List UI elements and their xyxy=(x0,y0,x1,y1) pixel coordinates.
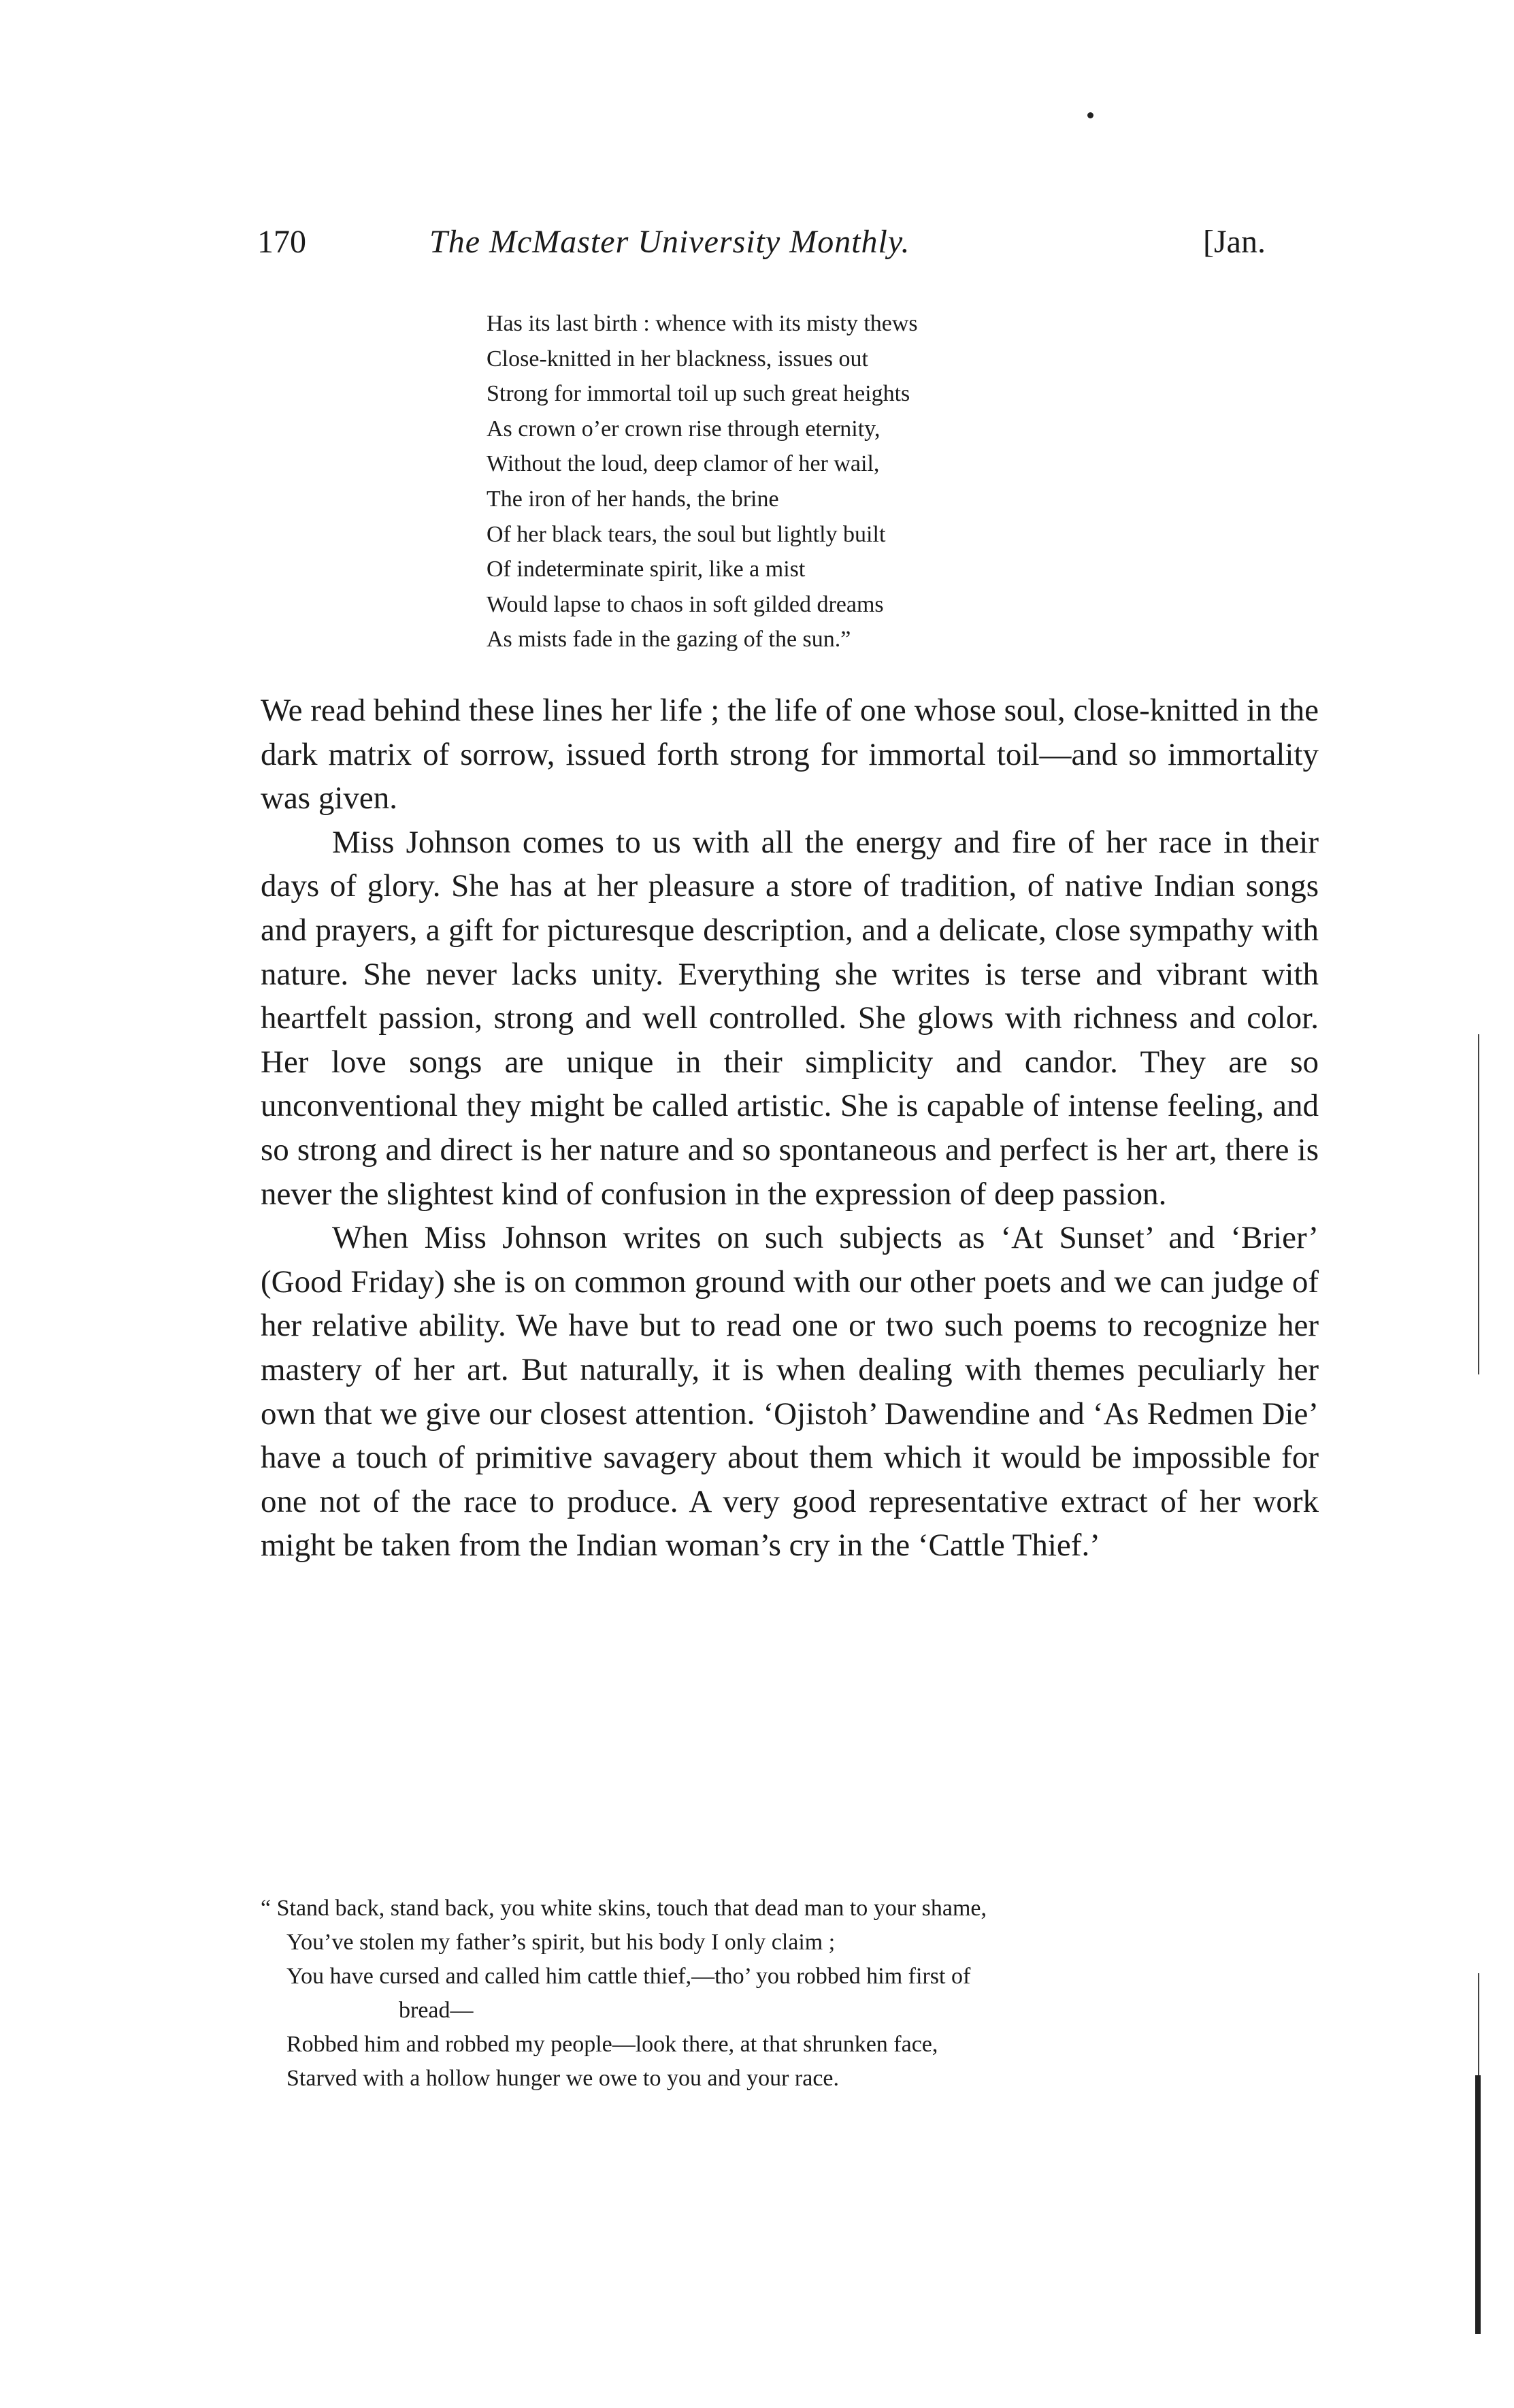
paragraph: We read behind these lines her life ; the life of one whose soul, close-knitted in the dark matrix of sorrow, issued forth strong for immortal toil—and so immortality was given. xyxy=(261,693,1319,817)
issue-month: [Jan. xyxy=(1203,224,1266,260)
poem-line: Strong for immortal toil up such great heights xyxy=(487,381,910,407)
paragraph: Miss Johnson comes to us with all the energy and fire of her race in their days of glory. She has at her pleasure a store of tradition, of native Indian songs and prayers, a gift for picturesque description, and a delicate, close sympathy with nature. She never lacks unity. Everything she writes is terse and vibrant with heartfelt passion, strong and well controlled. She glows with richness and color. Her love songs are unique in their simplicity and candor. They are so unconventional they might be called artistic. She is capable of intense feeling, and so strong and direct is her nature and so spontaneous and perfect is her art, there is never the slightest kind of confusion in the expression of deep passion. xyxy=(261,824,1319,1212)
poem-line: Would lapse to chaos in soft gilded dreams xyxy=(487,591,884,617)
poem-line: You’ve stolen my father’s spirit, but his body I only claim ; xyxy=(286,1930,836,1955)
scan-edge-mark xyxy=(1475,2075,1481,2334)
page-number: 170 xyxy=(257,224,306,260)
poem-line: “ Stand back, stand back, you white skins, touch that dead man to your shame, xyxy=(261,1896,987,1921)
poem-line: You have cursed and called him cattle thief,—tho’ you robbed him first of xyxy=(286,1964,971,1989)
poem-line: Close-knitted in her blackness, issues out xyxy=(487,346,868,372)
paragraph: When Miss Johnson writes on such subjects as ‘At Sunset’ and ‘Brier’ (Good Friday) she is on common ground with our other poets and we can judge of her relative ability. We have but to read one or two such poems to recognize her mastery of her art. But naturally, it is when dealing with themes peculiarly her own that we give our closest attention. ‘Ojistoh’ Dawendine and ‘As Redmen Die’ have a touch of primitive savagery about them which it would be impossible for one not of the race to produce. A very good representative extract of her work might be taken from the Indian woman’s cry in the ‘Cattle Thief.’ xyxy=(261,1220,1319,1564)
poem-line: Without the loud, deep clamor of her wail, xyxy=(487,451,880,477)
poem-line-wrap: bread— xyxy=(399,1998,474,2023)
ink-speck xyxy=(1087,112,1093,118)
poem-line: Robbed him and robbed my people—look there, at that shrunken face, xyxy=(286,2032,938,2057)
poem-line: Of indeterminate spirit, like a mist xyxy=(487,557,806,582)
body-text xyxy=(261,689,1319,1568)
poem-line: The iron of her hands, the brine xyxy=(487,486,779,512)
scan-edge-mark xyxy=(1478,1034,1479,1374)
poem-line: Of her black tears, the soul but lightly built xyxy=(487,521,886,547)
quoted-poem-top xyxy=(487,306,1167,657)
scan-edge-mark xyxy=(1478,1973,1479,2075)
poem-line: Has its last birth : whence with its misty thews xyxy=(487,311,918,336)
poem-line: Starved with a hollow hunger we owe to you and your race. xyxy=(286,2066,839,2091)
journal-title: The McMaster University Monthly. xyxy=(429,224,910,260)
quoted-poem-cattle-thief xyxy=(261,1892,1319,2096)
poem-line: As crown o’er crown rise through eternity, xyxy=(487,416,881,442)
poem-line: As mists fade in the gazing of the sun.” xyxy=(487,627,851,653)
running-header xyxy=(257,223,1319,284)
